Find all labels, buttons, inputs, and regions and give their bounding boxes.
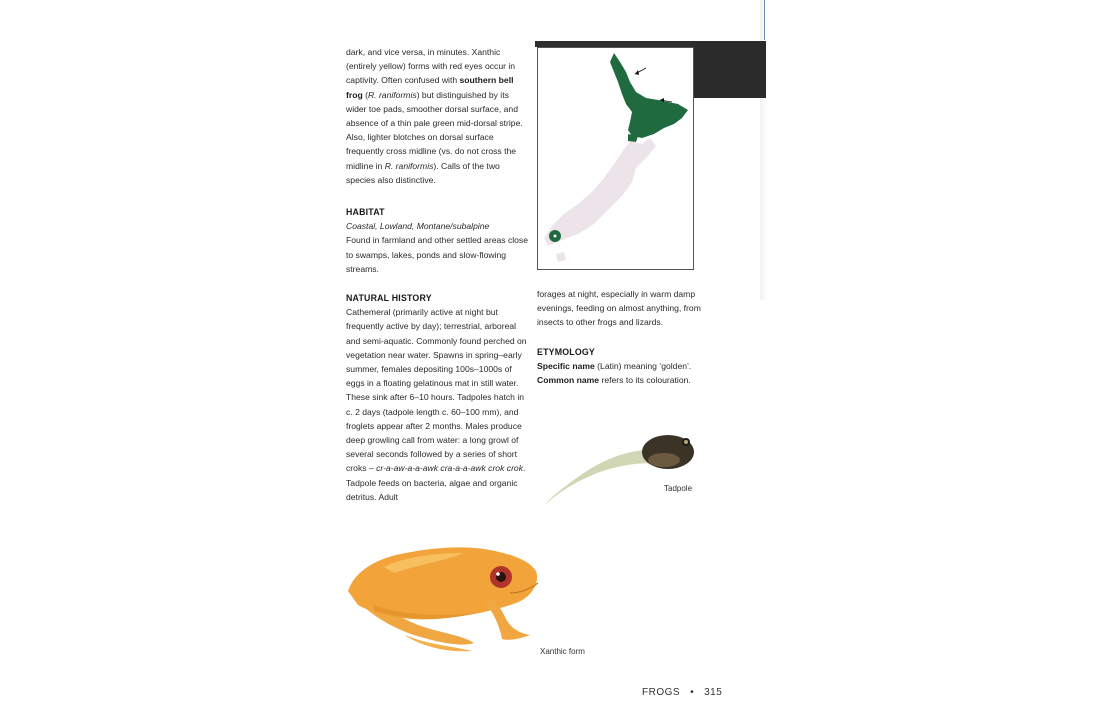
natural-history-heading: NATURAL HISTORY [346,293,432,304]
habitat-text: Found in farmland and other settled areas close to swamps, lakes, ponds and slow-flowing streams. [346,235,529,274]
north-island-range [610,53,688,138]
natural-history-text: Cathemeral (primarily active at night but frequently active by day); terrestrial, arboreal and semi-aquatic. Commonly found perched on vegetation near water. Spawns in spring–early summer, females depositing 100s–1000s of eggs in a floating gelatinous mat in still water. These sink after 6–10 hours. Tadpoles hatch in c. 2 days (tadpole length c. 60–100 mm), and froglets appear after 2 months. Males produce deep growling call from water: a long growl of several seconds followed by a series of short croks – cr-a-aw-a-a-awk cra-a-a-awk crok crok. Tadpole feeds on bacteria, algae and organic detritus. Adult [346,307,527,502]
tadpole-tail [544,450,660,506]
etymology-common: Common name refers to its colouration. [537,375,691,386]
page-number: 315 [704,687,723,698]
right-text-column [537,287,717,387]
frog-eye-highlight [496,572,500,576]
page-footer [642,687,722,698]
footer-separator: • [690,687,695,698]
page-edge-line [764,0,765,40]
xanthic-frog-illustration [344,543,549,658]
intro-paragraph: dark, and vice versa, in minutes. Xanthic (entirely yellow) forms with red eyes occur in captivity. Often confused with southern bell frog (R. raniformis) but distinguished by its wider toe pads, smoother dorsal surface, and absence of a thin pale green mid-dorsal stripe. Also, lighter blotches on dorsal surface frequently cross midline (vs. do not cross the midline in R. raniformis). Calls of the two species also distinctive. [346,47,523,185]
etymology-heading: ETYMOLOGY [537,346,596,357]
new-zealand-map [538,48,693,269]
arrow-north-head [635,70,639,75]
tadpole-illustration [540,428,700,510]
map-dark-panel [692,41,766,98]
south-island [544,138,656,246]
habitat-types: Coastal, Lowland, Montane/subalpine [346,221,490,232]
frog-caption: Xanthic form [540,647,585,656]
distribution-map [537,47,694,270]
tadpole-caption: Tadpole [664,484,693,493]
section-name: FROGS [642,687,681,698]
stewart-island [556,252,566,262]
southland-dot [554,235,557,238]
tadpole-belly [648,453,680,467]
habitat-heading: HABITAT [346,207,385,218]
natural-history-continued: forages at night, especially in warm damp evenings, feeding on almost anything, from insects to other frogs and lizards. [537,289,701,328]
tadpole-eye-ring [684,440,688,444]
left-text-column [346,45,528,504]
southern-bell-frog-term: southern bell frog [346,75,514,100]
etymology-specific: Specific name (Latin) meaning ‘golden’. [537,360,692,371]
